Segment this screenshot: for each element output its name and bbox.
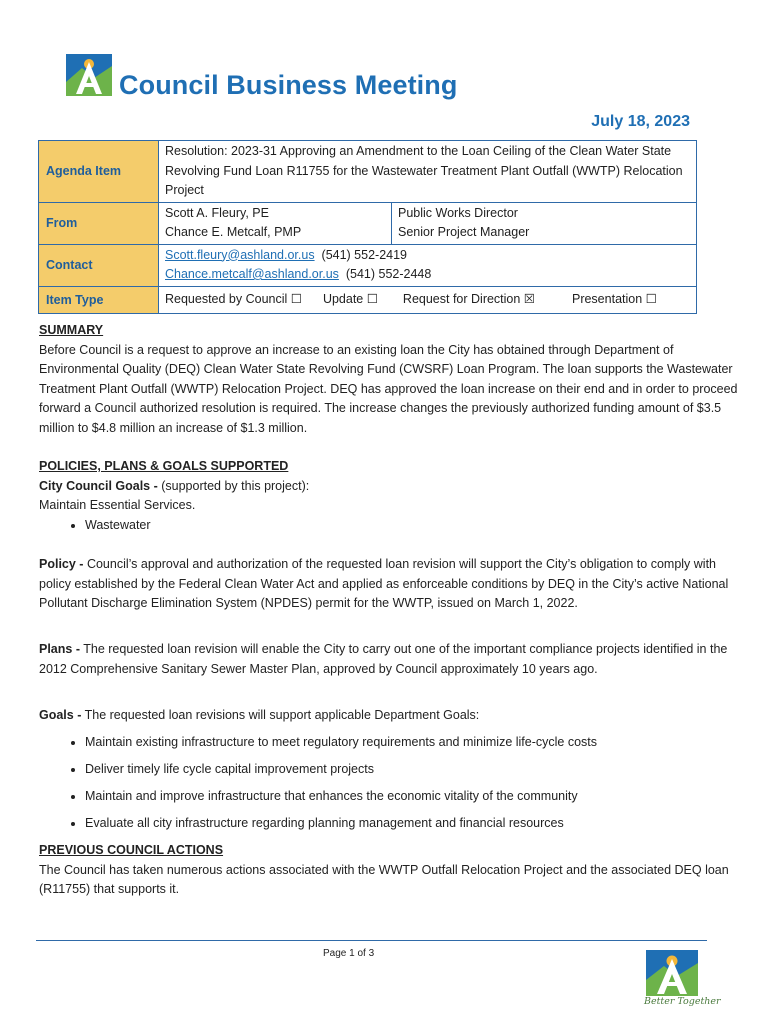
ashland-logo-icon bbox=[66, 54, 112, 96]
item-type-presentation[interactable]: Presentation ☐ bbox=[571, 291, 657, 306]
policy-text: Council’s approval and authorization of the requested loan revision will support the City’s obligation to comply with policy established by the Federal Clean Water Act and applied as enforceable conditions by DEQ in the City’s active National Pollutant Discharge Elimination System (NPDES) permit for the WWTP, issued on March 1, 2022. bbox=[39, 557, 729, 611]
policy-paragraph bbox=[39, 555, 749, 614]
summary-section bbox=[39, 321, 749, 439]
item-type-request-for-direction[interactable]: Request for Direction ☒ bbox=[402, 291, 536, 306]
footer-divider bbox=[36, 940, 707, 941]
from-title-1: Public Works Director bbox=[398, 205, 518, 220]
policies-heading: POLICIES, PLANS & GOALS SUPPORTED bbox=[39, 459, 289, 473]
contact-values bbox=[159, 244, 697, 286]
list-item: • Wastewater bbox=[85, 516, 749, 536]
item-type-options bbox=[159, 286, 697, 313]
city-goals-list bbox=[39, 516, 749, 536]
maintain-text: Maintain Essential Services. bbox=[39, 498, 196, 513]
footer-tagline: Better Together bbox=[644, 996, 721, 1007]
goals-text: The requested loan revisions will support applicable Department Goals: bbox=[81, 708, 480, 722]
item-type-update[interactable]: Update ☐ bbox=[322, 291, 378, 306]
page-number: Page 1 of 3 bbox=[323, 948, 375, 959]
policies-section bbox=[39, 457, 749, 535]
list-item: • Maintain and improve infrastructure that enhances the economic vitality of the community bbox=[85, 787, 749, 807]
item-type-label: Item Type bbox=[39, 286, 159, 313]
ashland-footer-logo-icon bbox=[646, 950, 698, 996]
previous-actions-section bbox=[39, 841, 749, 900]
contact-phone-1: (541) 552-2419 bbox=[321, 247, 408, 262]
from-name-1: Scott A. Fleury, PE bbox=[165, 205, 269, 220]
goals-paragraph bbox=[39, 706, 749, 841]
from-titles bbox=[392, 202, 697, 244]
list-item: • Maintain existing infrastructure to meet regulatory requirements and minimize life-cycle costs bbox=[85, 733, 749, 753]
dept-goals-list bbox=[39, 733, 749, 834]
contact-phone-2: (541) 552-2448 bbox=[345, 267, 432, 281]
from-names bbox=[159, 202, 392, 244]
summary-text: Before Council is a request to approve an increase to an existing loan the City has obtained through Department of Environmental Quality (DEQ) Clean Water State Revolving Fund (CWSRF) Loan Program. The loan supports the Wastewater Treatment Plant Outfall (WWTP) Relocation Project. DEQ has approved the loan increase on their end and in order to proceed forward a Council authorized resolution is required. The increase changes the previously authorized funding amount of $3.5 million to $4.8 million an increase of $1.3 million. bbox=[39, 342, 738, 435]
agenda-item-label: Agenda Item bbox=[39, 141, 159, 203]
plans-label: Plans - bbox=[39, 642, 80, 656]
summary-heading: SUMMARY bbox=[39, 323, 104, 337]
list-item: • Deliver timely life cycle capital improvement projects bbox=[85, 760, 749, 780]
from-title-2: Senior Project Manager bbox=[398, 225, 530, 239]
city-goals-text: (supported by this project): bbox=[157, 478, 310, 493]
contact-email-1[interactable]: Scott.fleury@ashland.or.us bbox=[165, 247, 315, 262]
contact-label: Contact bbox=[39, 244, 159, 286]
page-title: Council Business Meeting bbox=[119, 70, 458, 100]
agenda-info-table bbox=[38, 140, 697, 314]
meeting-date: July 18, 2023 bbox=[591, 113, 690, 130]
previous-actions-text: The Council has taken numerous actions associated with the WWTP Outfall Relocation Project and the associated DEQ loan (R11755) that supports it. bbox=[39, 862, 729, 897]
policy-label: Policy - bbox=[39, 557, 84, 571]
item-type-requested-by-council[interactable]: Requested by Council ☐ bbox=[165, 291, 302, 306]
plans-paragraph bbox=[39, 640, 749, 679]
goals-label: Goals - bbox=[39, 708, 82, 722]
contact-email-2[interactable]: Chance.metcalf@ashland.or.us bbox=[165, 267, 339, 281]
previous-actions-heading: PREVIOUS COUNCIL ACTIONS bbox=[39, 843, 224, 857]
city-goals-label: City Council Goals - bbox=[39, 478, 158, 493]
from-name-2: Chance E. Metcalf, PMP bbox=[165, 225, 302, 239]
list-item: • Evaluate all city infrastructure regarding planning management and financial resources bbox=[85, 814, 749, 834]
agenda-item-value: Resolution: 2023-31 Approving an Amendment to the Loan Ceiling of the Clean Water State Revolving Fund Loan R11755 for the Wastewater Treatment Plant Outfall (WWTP) Relocation Project bbox=[159, 141, 697, 203]
from-label: From bbox=[39, 202, 159, 244]
plans-text: The requested loan revision will enable the City to carry out one of the important compliance projects identified in the 2012 Comprehensive Sanitary Sewer Master Plan, approved by Council approximately 10 years ago. bbox=[39, 642, 728, 676]
